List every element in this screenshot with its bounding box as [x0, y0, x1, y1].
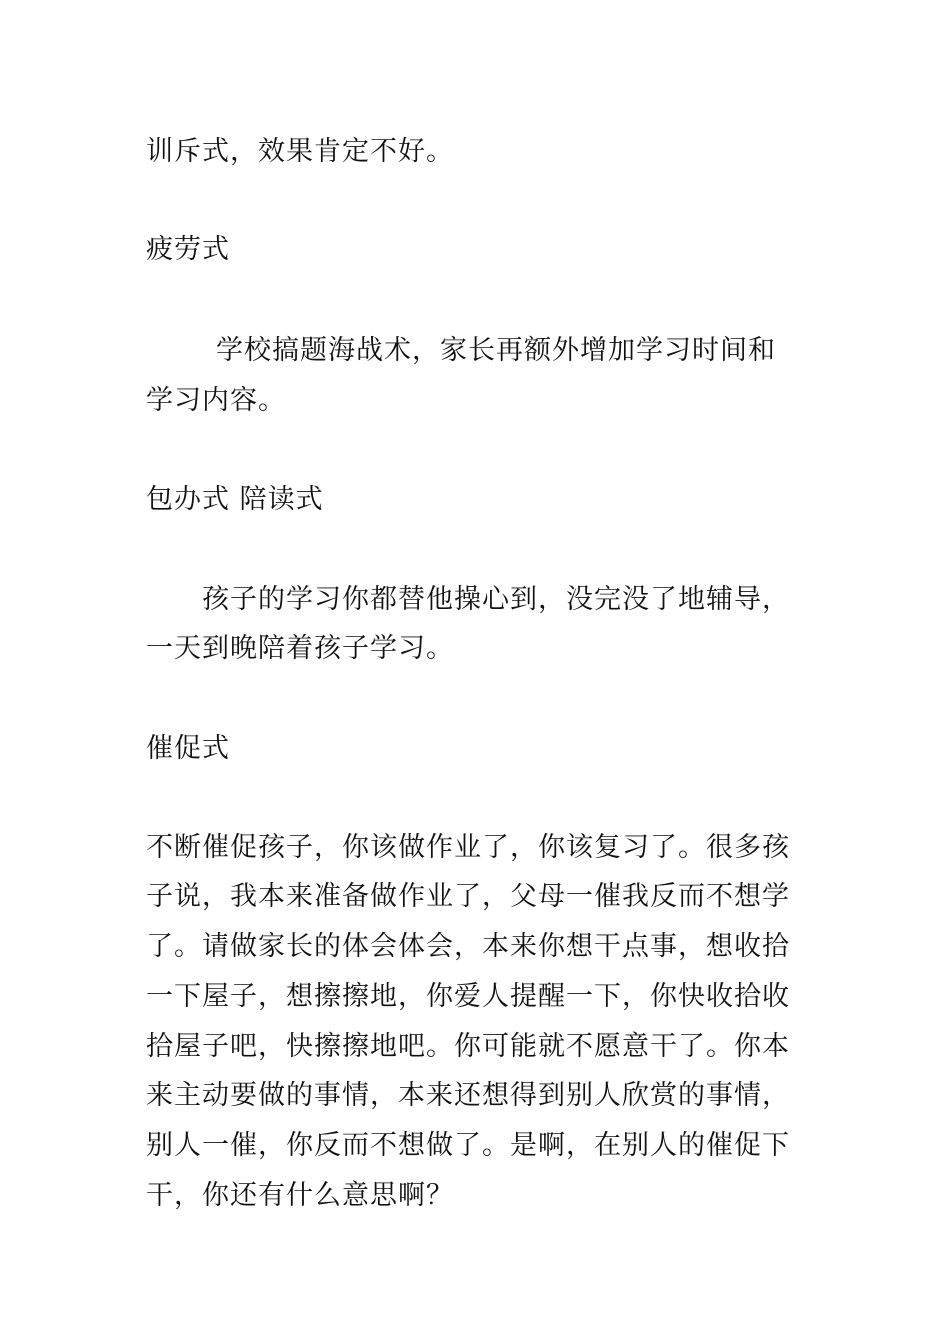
paragraph-line: 了。请做家长的体会体会，本来你想干点事，想收拾: [146, 931, 790, 962]
section-heading-urging: 催促式: [146, 733, 230, 764]
paragraph-line: 训斥式，效果肯定不好。: [146, 136, 454, 167]
paragraph-line: 来主动要做的事情，本来还想得到别人欣赏的事情，: [146, 1080, 790, 1111]
paragraph-line: 学习内容。: [146, 385, 286, 416]
paragraph-line: 一天到晚陪着孩子学习。: [146, 633, 454, 664]
section-heading-accompany: 包办式 陪读式: [146, 484, 324, 515]
paragraph-line: 干，你还有什么意思啊？: [146, 1180, 454, 1211]
paragraph-line: 不断催促孩子，你该做作业了，你该复习了。很多孩: [146, 832, 790, 863]
paragraph-line: 一下屋子，想擦擦地，你爱人提醒一下，你快收拾收: [146, 981, 790, 1012]
paragraph-line: 学校搞题海战术，家长再额外增加学习时间和: [216, 335, 776, 366]
section-heading-fatigue: 疲劳式: [146, 234, 230, 265]
paragraph-line: 拾屋子吧，快擦擦地吧。你可能就不愿意干了。你本: [146, 1031, 790, 1062]
paragraph-line: 别人一催，你反而不想做了。是啊，在别人的催促下: [146, 1130, 790, 1161]
paragraph-line: 孩子的学习你都替他操心到，没完没了地辅导，: [202, 584, 790, 615]
paragraph-line: 子说，我本来准备做作业了，父母一催我反而不想学: [146, 881, 790, 912]
